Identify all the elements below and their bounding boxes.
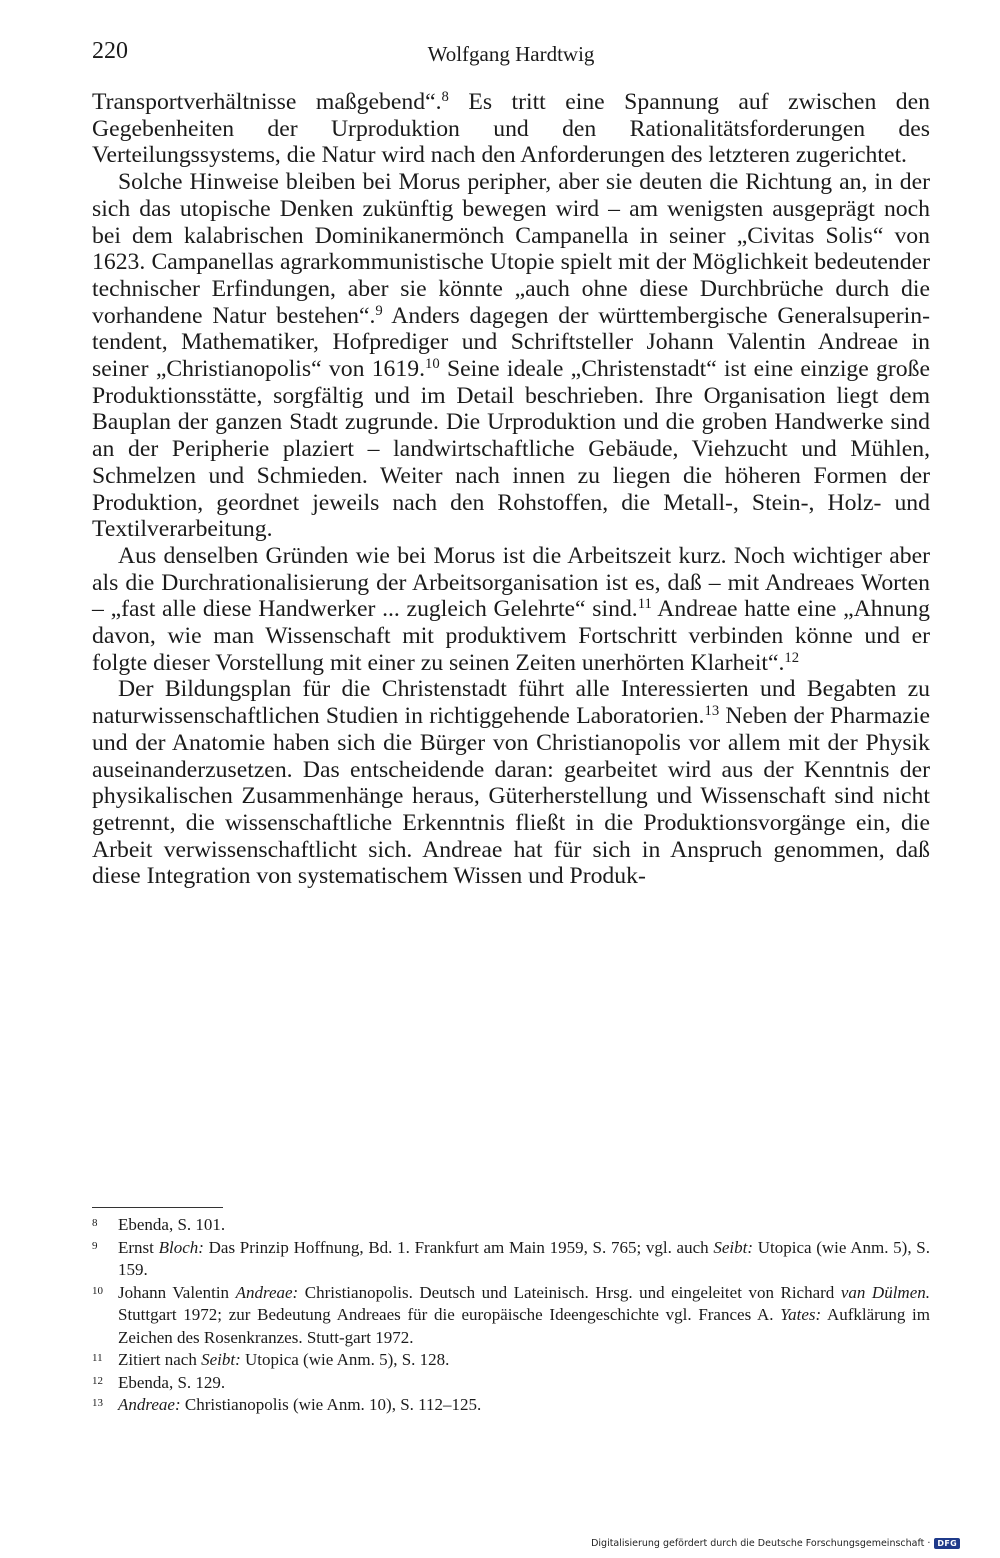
- body-paragraph: Der Bildungsplan für die Christenstadt führt alle Interessierten und Begabten zu naturwissenschaftlichen Studien in richtiggehende Laboratorien.$^{13}$ Neben der Pharmazie und der Anatomie haben sich die Bürger von Christianopolis vor allem mit der Physik auseinanderzusetzen. Das entscheidende daran: gearbeitet wird aus der Kenntnis der physikalischen Zusammenhänge heraus, Güterherstellung und Wissenschaft sind nicht getrennt, die wissenschaftliche Erkenntnis fließt in die Produktionsvorgänge ein, die Arbeit verwissenschaftlicht sich. Andreae hat für sich in Anspruch genommen, daß diese Integration von systematischem Wissen und Produk-: [92, 676, 931, 890]
- body-paragraph: Solche Hinweise bleiben bei Morus peripher, aber sie deuten die Richtung an, in der sich das utopische Denken zukünftig bewegen wird – am wenigsten ausgeprägt noch bei dem kalabrischen Dominikanermönch Campanella in seiner „Civitas Solis“ von 1623. Campanellas agrarkommunistische Utopie spielt mit der Möglichkeit bedeutender technischer Erfindungen, aber sie könnte „auch ohne diese Durchbrüche durch die vorhandene Natur bestehen“.$^9$ Anders dagegen der württembergische Generalsuperintendent, Mathematiker, Hofprediger und Schriftsteller Johann Valentin Andreae in seiner „Christianopolis“ von 1619.10 Seine ideale „Christenstadt“ ist eine einzige große Produktionsstätte, sorgfältig und im Detail beschrieben. Ihre Organisation liegt dem Bauplan der ganzen Stadt zugrunde. Die Urproduktion und die groben Handwerke sind an der Peripherie plaziert – landwirtschaftliche Gebäude, Viehzucht und Mühlen, Schmelzen und Schmieden. Weiter nach innen zu liegen die höheren Formen der Produktion, geordnet jeweils nach den Rohstoffen, die Metall-, Stein-, Holz- und Textilverarbeitung.: [92, 169, 931, 543]
- body-paragraph: Transportverhältnisse maßgebend“.$^8$ Es tritt eine Spannung auf zwischen den Gegebenheiten der Urproduktion und den Rationalitätsforderungen des Verteilungssystems, die Natur wird nach den Anforderungen des letzteren zugerichtet.: [92, 88, 930, 169]
- footnote-number: 9: [92, 1239, 98, 1252]
- footnote-ref: 10: [425, 355, 440, 372]
- footnote-item: 13 Andreae: Christianopolis (wie Anm. 10), S. 112–125.: [92, 1394, 930, 1417]
- footnote-ref: 12: [784, 649, 800, 666]
- footnote-number: 11: [92, 1352, 103, 1364]
- footnote-separator: [92, 1207, 223, 1208]
- digitization-credit: [591, 1538, 960, 1549]
- footnote-ref: 13: [704, 703, 720, 720]
- page-number: 220: [92, 38, 128, 64]
- body-paragraph: Aus denselben Gründen wie bei Morus ist die Arbeitszeit kurz. Noch wichtiger aber als die Durchrationalisierung der Arbeitsorganisation ist es, daß – mit Andreaes Worten – „fast alle diese Handwerker ... zugleich Gelehrte“ sind.$^{11}$ Andreae hatte eine „Ahnung davon, wie man Wissenschaft mit produktivem Fortschritt verbinden könne und er folgte dieser Vorstellung mit einer zu seinen Zeiten unerhörten Klarheit“.$^{12}$: [92, 542, 930, 676]
- footnotes: [92, 1214, 930, 1417]
- footnote-number: 8: [92, 1217, 98, 1229]
- footnote-ref: 11: [637, 596, 652, 613]
- dfg-logo-icon: DFG: [934, 1538, 960, 1549]
- footnote-item: 11 Zitiert nach Seibt: Utopica (wie Anm. 5), S. 128.: [92, 1349, 930, 1372]
- body-text: [92, 89, 930, 890]
- footnote-number: 12: [92, 1374, 103, 1387]
- footnote-item: 8 Ebenda, S. 101.: [92, 1214, 930, 1237]
- running-head: Wolfgang Hardtwig: [427, 42, 595, 66]
- page-header: [92, 38, 930, 72]
- footnote-item: 10 Johann Valentin Andreae: Christianopolis. Deutsch und Lateinisch. Hrsg. und eingeleitet von Richard van Dülmen. Stuttgart 1972; zur Bedeutung Andreaes für die europäische Ideengeschichte vgl. Frances A. Yates: Aufklärung im Zeichen des Rosenkranzes. Stutt-gart 1972.: [92, 1282, 930, 1350]
- footnote-number: 10: [92, 1284, 103, 1297]
- footnote-ref: 8: [441, 88, 449, 105]
- footnote-item: 9 Ernst Bloch: Das Prinzip Hoffnung, Bd. 1. Frankfurt am Main 1959, S. 765; vgl. auch Seibt: Utopica (wie Anm. 5), S. 159.: [92, 1237, 930, 1282]
- footnote-ref: 9: [375, 302, 383, 319]
- credit-text: Digitalisierung gefördert durch die Deutsche Forschungsgemeinschaft ·: [591, 1538, 931, 1549]
- footnote-item: 12 Ebenda, S. 129.: [92, 1372, 930, 1395]
- footnote-number: 13: [92, 1397, 103, 1409]
